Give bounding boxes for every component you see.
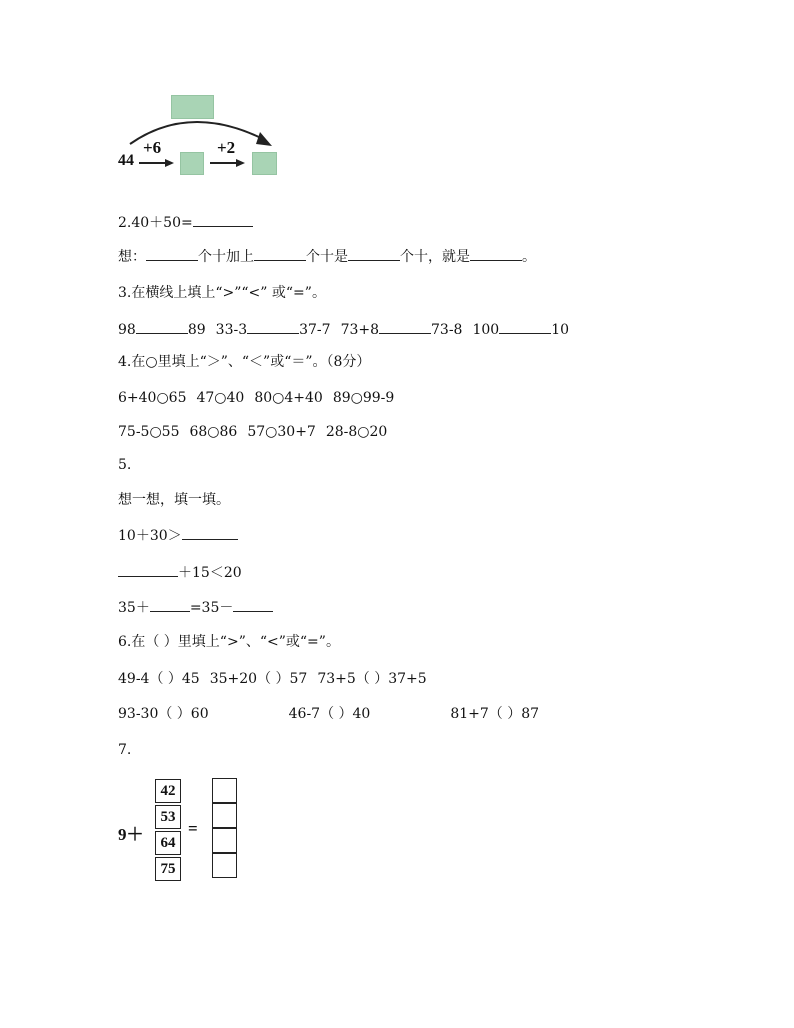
expr[interactable]: 49-4（ ）45: [118, 671, 200, 687]
expr: 98: [118, 322, 136, 338]
answer-cell[interactable]: [212, 778, 237, 803]
q6-title: 6.在（ ）里填上“>”、“<”或“=”。: [118, 634, 340, 650]
number-cell: 53: [155, 805, 181, 829]
number-cell: 42: [155, 779, 181, 803]
expr: 100: [472, 322, 500, 338]
q2-equation: 2.40＋50=: [118, 215, 193, 231]
q5-line1: [118, 525, 238, 546]
answer-blank[interactable]: [136, 319, 188, 334]
expr: ＋15＜20: [178, 565, 242, 581]
number-cell: 75: [155, 857, 181, 881]
answer-blank[interactable]: [118, 562, 178, 577]
q6-row2: [118, 704, 539, 724]
q1-step2-label: +2: [217, 138, 236, 157]
answer-blank[interactable]: [470, 246, 522, 261]
expr[interactable]: 68○86: [189, 424, 238, 440]
q4-row2: [118, 422, 387, 442]
expr: 10＋30＞: [118, 528, 182, 544]
expr[interactable]: 81+7（ ）87: [450, 706, 540, 722]
expr: =35－: [189, 600, 234, 616]
answer-cell[interactable]: [212, 853, 237, 878]
think-text: 。: [522, 249, 536, 265]
think-label: 想：: [118, 249, 146, 265]
expr: 73-8: [431, 322, 463, 338]
q5-label: 5.: [118, 457, 132, 473]
answer-box-right[interactable]: [252, 152, 277, 175]
answer-blank[interactable]: [182, 525, 238, 540]
expr[interactable]: 93-30（ ）60: [118, 706, 209, 722]
answer-blank[interactable]: [233, 597, 273, 612]
q7-addend: 9＋: [118, 825, 144, 844]
think-text: 个十加上: [198, 249, 254, 265]
expr[interactable]: 47○40: [196, 390, 245, 406]
expr[interactable]: 73+5（ ）37+5: [317, 671, 427, 687]
expr[interactable]: 57○30+7: [247, 424, 316, 440]
q5-title: 想一想，填一填。: [118, 492, 230, 508]
think-text: 个十是: [306, 249, 348, 265]
expr[interactable]: 75-5○55: [118, 424, 180, 440]
answer-blank[interactable]: [254, 246, 306, 261]
expr: 89: [187, 322, 206, 338]
expr: 35＋: [118, 600, 150, 616]
number-cell: 64: [155, 831, 181, 855]
q5-line3: [118, 597, 273, 618]
q2-think-line: [118, 246, 536, 267]
q3-row: [118, 319, 569, 340]
answer-cell[interactable]: [212, 828, 237, 853]
expr: 37-7: [299, 322, 331, 338]
expr[interactable]: 35+20（ ）57: [209, 671, 308, 687]
answer-blank[interactable]: [146, 246, 198, 261]
q1-step1-label: +6: [143, 138, 162, 157]
answer-cell[interactable]: [212, 803, 237, 828]
q4-row1: [118, 388, 394, 408]
q5-line2: [118, 562, 242, 583]
expr: 73+8: [340, 322, 380, 338]
arrow-right-icon: [139, 158, 175, 168]
answer-box-middle[interactable]: [180, 152, 204, 175]
expr[interactable]: 46-7（ ）40: [288, 706, 371, 722]
think-text: 个十，就是: [400, 249, 470, 265]
q7-equals: =: [188, 819, 198, 838]
answer-blank[interactable]: [150, 597, 190, 612]
q7-label: 7.: [118, 742, 132, 758]
expr: 33-3: [215, 322, 248, 338]
expr[interactable]: 80○4+40: [254, 390, 323, 406]
q6-row1: [118, 669, 427, 689]
q4-title: 4.在○里填上“＞”、“＜”或“＝”。（8分）: [118, 354, 371, 370]
expr: 10: [551, 322, 570, 338]
expr[interactable]: 28-8○20: [325, 424, 388, 440]
expr[interactable]: 6+40○65: [118, 390, 187, 406]
answer-blank[interactable]: [348, 246, 400, 261]
expr[interactable]: 89○99-9: [332, 390, 395, 406]
q2-title: [118, 212, 253, 233]
q3-title: 3.在横线上填上“>”“<” 或“=”。: [118, 285, 326, 301]
arrow-right-icon: [210, 158, 246, 168]
answer-blank[interactable]: [247, 319, 299, 334]
q1-start-number: 44: [118, 152, 134, 169]
answer-blank[interactable]: [499, 319, 551, 334]
answer-blank[interactable]: [379, 319, 431, 334]
answer-blank[interactable]: [193, 212, 253, 227]
